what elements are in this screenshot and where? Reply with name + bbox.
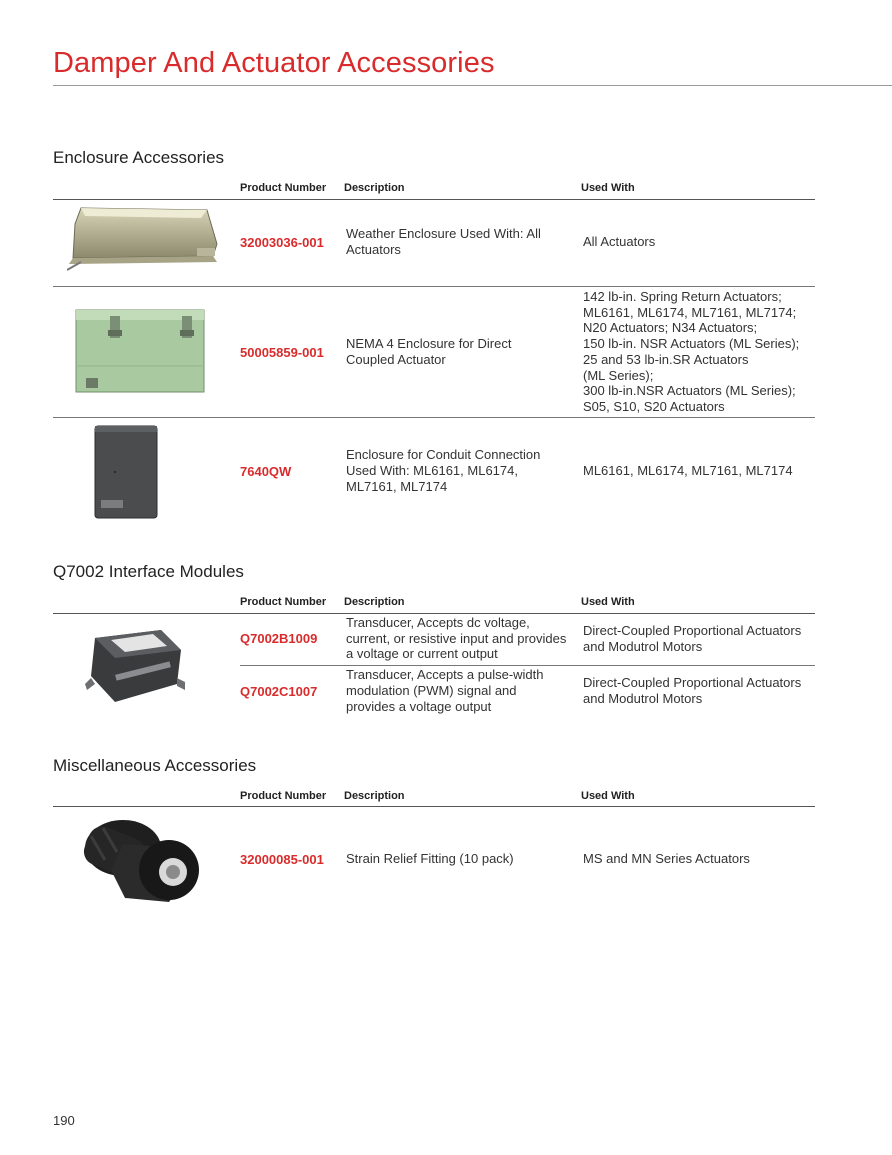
column-header-used-with: Used With (581, 596, 635, 608)
column-header-description: Description (344, 790, 405, 802)
product-number: 50005859-001 (240, 344, 324, 360)
used-with-line: N20 Actuators; N34 Actuators; (583, 320, 758, 336)
row-divider (53, 417, 815, 418)
used-with: Direct-Coupled Proportional Actuators and Modutrol Motors (583, 622, 802, 654)
description: Strain Relief Fitting (10 pack) (346, 851, 514, 867)
used-with-line: S05, S10, S20 Actuators (583, 398, 725, 414)
interface-modules-section (53, 562, 815, 722)
nema4-enclosure-image (72, 306, 208, 398)
column-header-product-number: Product Number (240, 182, 327, 194)
title-divider (53, 85, 892, 86)
product-number: 32000085-001 (240, 851, 324, 867)
table-header-rule (53, 806, 815, 807)
column-header-product-number: Product Number (240, 790, 327, 802)
weather-enclosure-image (67, 204, 219, 276)
description: Transducer, Accepts a pulse-width modulation (PWM) signal and provides a voltage output (346, 667, 544, 714)
conduit-enclosure-image (93, 424, 159, 520)
used-with-line: 25 and 53 lb-in.SR Actuators (583, 351, 749, 367)
used-with-line: ML6161, ML6174, ML7161, ML7174; (583, 304, 797, 320)
used-with-line: 300 lb-in.NSR Actuators (ML Series); (583, 383, 796, 399)
section-heading: Enclosure Accessories (53, 148, 225, 167)
used-with (583, 289, 815, 415)
used-with-line: 142 lb-in. Spring Return Actuators; (583, 289, 782, 304)
used-with-line: (ML Series); (583, 367, 654, 383)
used-with: All Actuators (583, 234, 656, 250)
page-title: Damper And Actuator Accessories (53, 47, 495, 79)
used-with-line: 150 lb-in. NSR Actuators (ML Series); (583, 336, 800, 352)
product-number: 32003036-001 (240, 234, 324, 250)
row-divider (53, 286, 815, 287)
miscellaneous-accessories-section (53, 756, 815, 916)
description: NEMA 4 Enclosure for Direct Coupled Actuator (346, 336, 512, 367)
used-with: Direct-Coupled Proportional Actuators and Modutrol Motors (583, 675, 802, 706)
used-with: ML6161, ML6174, ML7161, ML7174 (583, 463, 793, 479)
product-number: Q7002B1009 (240, 631, 318, 646)
used-with: MS and MN Series Actuators (583, 851, 750, 867)
section-heading: Q7002 Interface Modules (53, 562, 244, 581)
interface-module-image (81, 628, 187, 706)
description: Weather Enclosure Used With: All Actuators (346, 226, 541, 257)
column-header-used-with: Used With (581, 790, 635, 802)
column-header-used-with: Used With (581, 182, 635, 194)
column-header-description: Description (344, 596, 405, 608)
strain-relief-fitting-image (77, 814, 205, 906)
description: Enclosure for Conduit Connection Used With: ML6161, ML6174, ML7161, ML7174 (346, 447, 541, 494)
section-heading: Miscellaneous Accessories (53, 756, 257, 775)
product-number: Q7002C1007 (240, 683, 318, 699)
column-header-product-number: Product Number (240, 596, 327, 608)
page-number: 190 (53, 1113, 75, 1128)
description: Transducer, Accepts dc voltage, current, or resistive input and provides a voltage or current output (346, 614, 567, 662)
table-header-rule (53, 199, 815, 200)
column-header-description: Description (344, 182, 405, 194)
product-number: 7640QW (240, 463, 292, 479)
enclosure-accessories-section (53, 148, 815, 528)
